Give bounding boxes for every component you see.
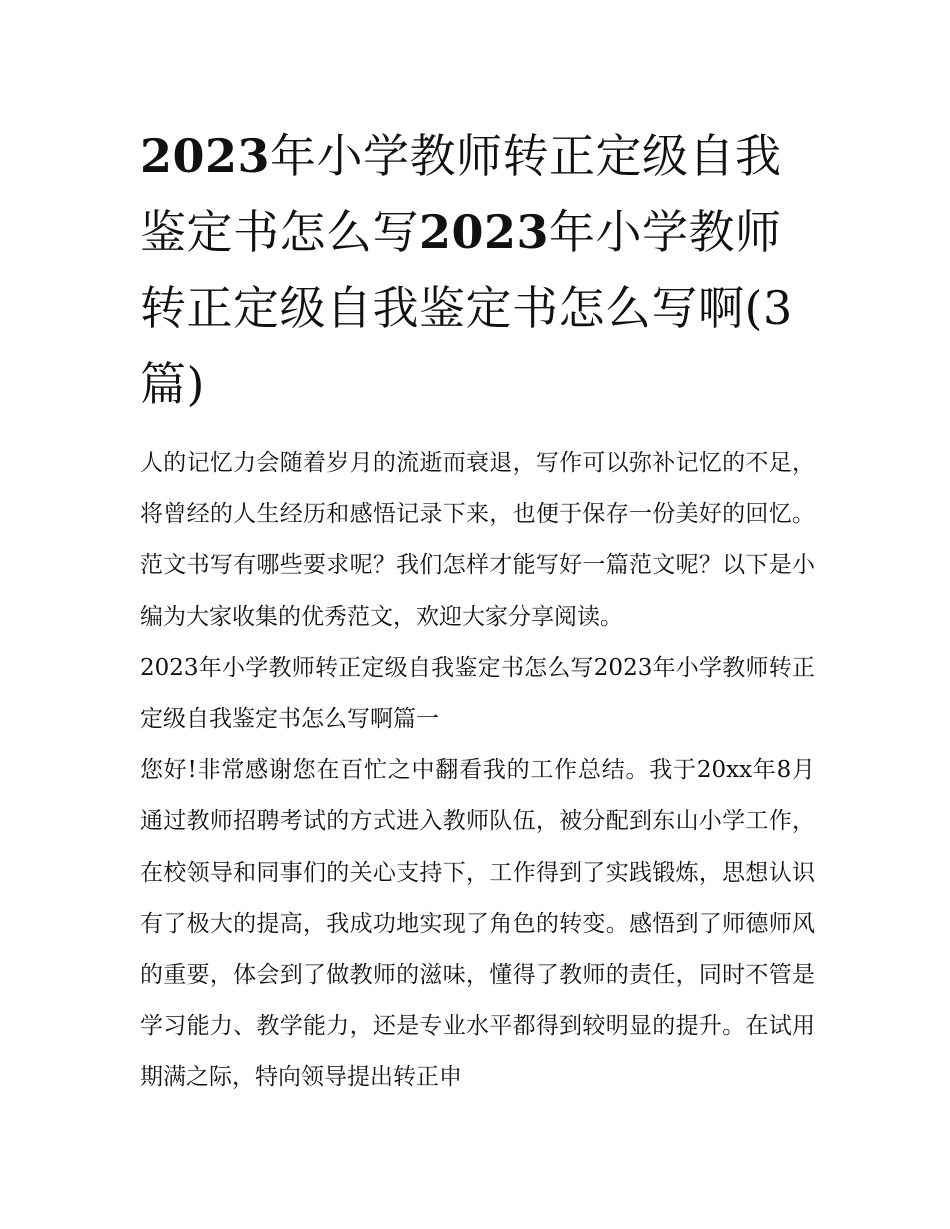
document-body [140, 438, 815, 1104]
title-year-2: 2023 [419, 205, 550, 259]
document-title [140, 118, 815, 422]
intro-paragraph: 人的记忆力会随着岁月的流逝而衰退，写作可以弥补记忆的不足，将曾经的人生经历和感悟记录下来，也便于保存一份美好的回忆。范文书写有哪些要求呢？我们怎样才能写好一篇范文呢？以下是小编为大家收集的优秀范文，欢迎大家分享阅读。 [140, 450, 815, 630]
body-paragraph: 您好!非常感谢您在百忙之中翻看我的工作总结。我于20xx年8月通过教师招聘考试的方式进入教师队伍，被分配到东山小学工作，在校领导和同事们的关心支持下，工作得到了实践锻炼，思想认识有了极大的提高，我成功地实现了角色的转变。感悟到了师德师风的重要，体会到了做教师的滋味，懂得了教师的责任，同时不管是学习能力、教学能力，还是专业水平都得到较明显的提升。在试用期满之际，特向领导提出转正申 [140, 757, 815, 1091]
title-text-1: 年小学教师转正定级自我鉴定书怎么写 [140, 129, 782, 259]
title-year-1: 2023 [140, 129, 271, 183]
document-page [140, 118, 815, 1104]
section-heading: 2023年小学教师转正定级自我鉴定书怎么写2023年小学教师转正定级自我鉴定书怎么写啊篇一 [140, 654, 815, 733]
title-text-2: 年小学教师转正定级自我鉴定书怎么写啊(3篇) [140, 205, 793, 411]
